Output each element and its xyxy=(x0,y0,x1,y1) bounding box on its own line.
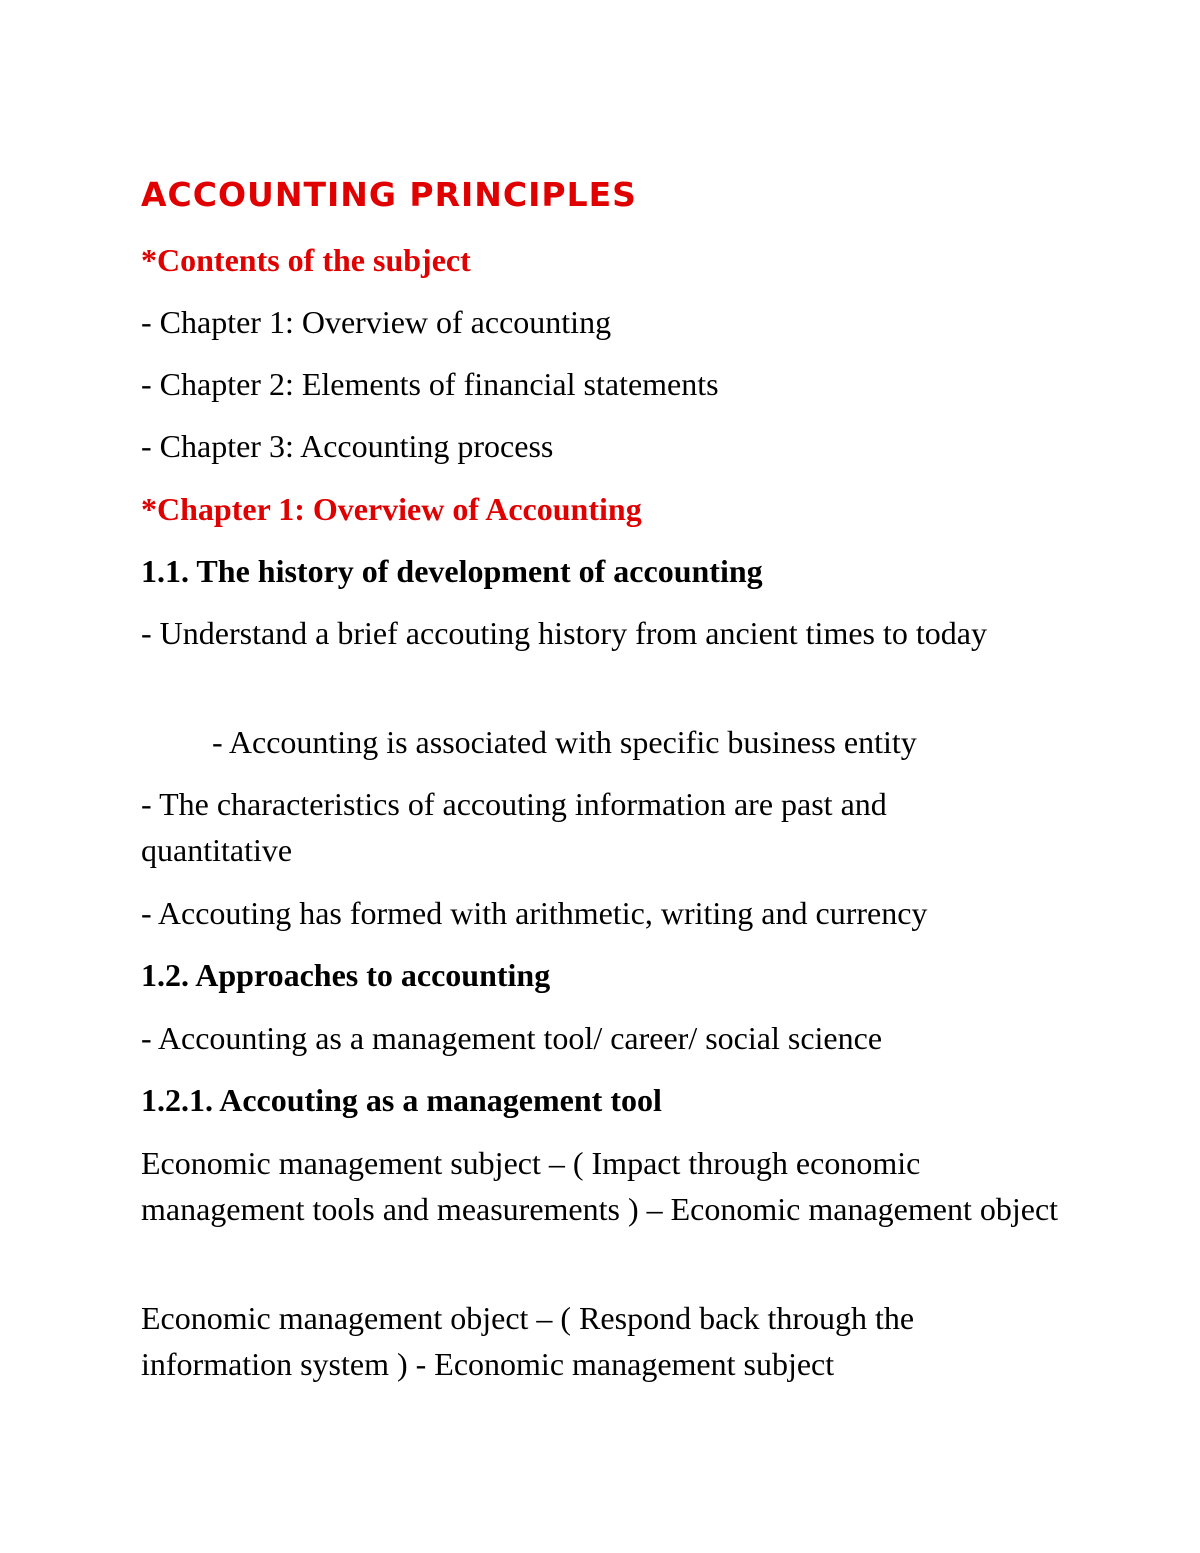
section-1-2-heading: 1.2. Approaches to accounting xyxy=(141,957,551,993)
section-1-1-paragraph-entity: - Accounting is associated with specific business entity xyxy=(212,724,917,760)
section-1-1-paragraph-formation: - Accouting has formed with arithmetic, writing and currency xyxy=(141,895,928,931)
contents-heading: *Contents of the subject xyxy=(141,242,471,278)
contents-item-chapter-1: - Chapter 1: Overview of accounting xyxy=(141,304,612,340)
contents-item-chapter-3: - Chapter 3: Accounting process xyxy=(141,428,554,464)
section-1-2-1-paragraph-subject: Economic management subject – ( Impact through economic management tools and measurements ) – Economic management object xyxy=(141,1145,1059,1227)
chapter-1-heading: *Chapter 1: Overview of Accounting xyxy=(141,491,642,527)
contents-item-chapter-2: - Chapter 2: Elements of financial statements xyxy=(141,366,719,402)
section-1-2-paragraph: - Accounting as a management tool/ career/ social science xyxy=(141,1020,883,1056)
section-1-1-paragraph-characteristics: - The characteristics of accouting information are past and quantitative xyxy=(141,786,887,868)
section-1-2-1-heading: 1.2.1. Accouting as a management tool xyxy=(141,1082,662,1118)
section-1-1-heading: 1.1. The history of development of accounting xyxy=(141,553,763,589)
document-title: ACCOUNTING PRINCIPLES xyxy=(141,175,637,214)
section-1-2-1-paragraph-object: Economic management object – ( Respond back through the information system ) - Economic management subject xyxy=(141,1300,915,1382)
section-1-1-paragraph-history: - Understand a brief accouting history from ancient times to today xyxy=(141,615,987,651)
